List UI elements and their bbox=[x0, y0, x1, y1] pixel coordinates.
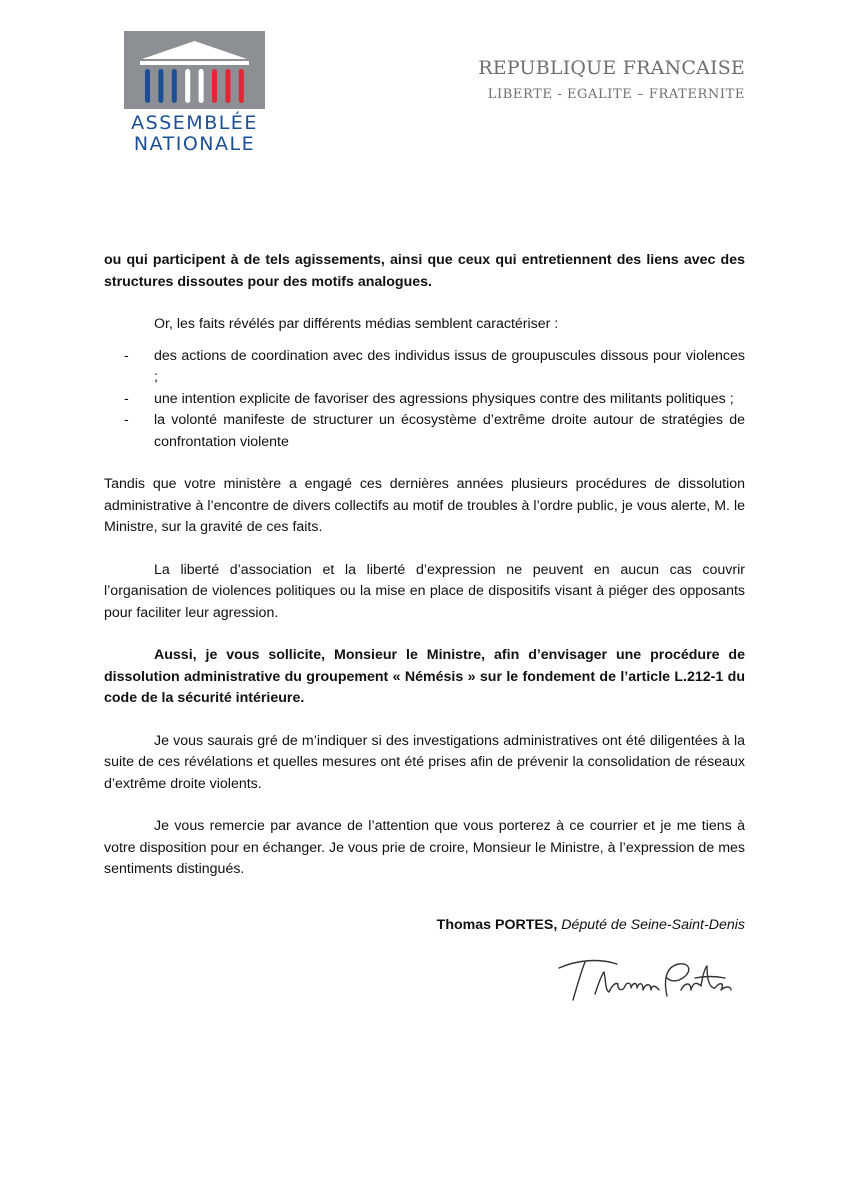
logo-stripe bbox=[199, 69, 204, 103]
hemicycle-icon bbox=[124, 31, 265, 109]
assemblee-nationale-logo bbox=[124, 31, 265, 155]
logo-stripe bbox=[212, 69, 217, 103]
paragraph-5: Aussi, je vous sollicite, Monsieur le Ministre, afin d’envisager une procédure de dissolution administrative du groupement « Némésis » sur le fondement de l’article L.212-1 du code de la sécurité intérieure. bbox=[104, 647, 745, 706]
paragraph-6: Je vous saurais gré de m’indiquer si des investigations administratives ont été diligentées à la suite de ces révélations et quelles mesures ont été prises afin de prévenir la consolidation de réseaux d’extrême droite violents. bbox=[104, 732, 745, 792]
letter-body bbox=[104, 250, 745, 881]
logo-line-2: NATIONALE bbox=[133, 133, 256, 155]
logo-line-1: ASSEMBLÉE bbox=[131, 112, 258, 134]
handwritten-signature bbox=[555, 948, 735, 1008]
republic-motto: LIBERTE - EGALITE – FRATERNITE bbox=[487, 87, 745, 102]
republic-title: REPUBLIQUE FRANCAISE bbox=[478, 57, 745, 79]
logo-stripe bbox=[158, 69, 163, 103]
signatory-name: Thomas PORTES, bbox=[436, 917, 558, 933]
logo-stripe bbox=[172, 69, 177, 103]
paragraph-4: La liberté d’association et la liberté d’expression ne peuvent en aucun cas couvrir l’organisation de violences politiques ou la mise en place de dispositifs visant à piéger des opposants pour faciliter leur agression. bbox=[104, 561, 745, 621]
signatory-role: Député de Seine-Saint-Denis bbox=[561, 917, 745, 933]
list-item: - des actions de coordination avec des individus issus de groupuscules dissous pour violences ; bbox=[124, 347, 745, 385]
paragraph-1: ou qui participent à de tels agissements, ainsi que ceux qui entretiennent des liens avec des structures dissoutes pour des motifs analogues. bbox=[104, 252, 745, 290]
paragraph-3: Tandis que votre ministère a engagé ces dernières années plusieurs procédures de dissolution administrative à l’encontre de divers collectifs au motif de troubles à l’ordre public, je vous alerte, M. le Ministre, sur la gravité de ces faits. bbox=[104, 476, 745, 535]
list-item: - la volonté manifeste de structurer un écosystème d’extrême droite autour de stratégies de confrontation violente bbox=[124, 412, 745, 450]
list-item: - une intention explicite de favoriser des agressions physiques contre des militants politiques ; bbox=[124, 390, 734, 407]
signature-block bbox=[437, 915, 745, 936]
logo-stripe bbox=[239, 69, 244, 103]
paragraph-7: Je vous remercie par avance de l’attention que vous porterez à ce courrier et je me tiens à votre disposition pour en échanger. Je vous prie de croire, Monsieur le Ministre, à l’expression de mes sentiments distingués. bbox=[104, 818, 745, 877]
paragraph-2: Or, les faits révélés par différents médias semblent caractériser : bbox=[154, 316, 559, 332]
logo-stripe bbox=[145, 69, 150, 103]
republic-header bbox=[478, 55, 745, 105]
allegations-list bbox=[104, 346, 745, 454]
logo-stripe bbox=[225, 69, 230, 103]
logo-stripe bbox=[185, 69, 190, 103]
